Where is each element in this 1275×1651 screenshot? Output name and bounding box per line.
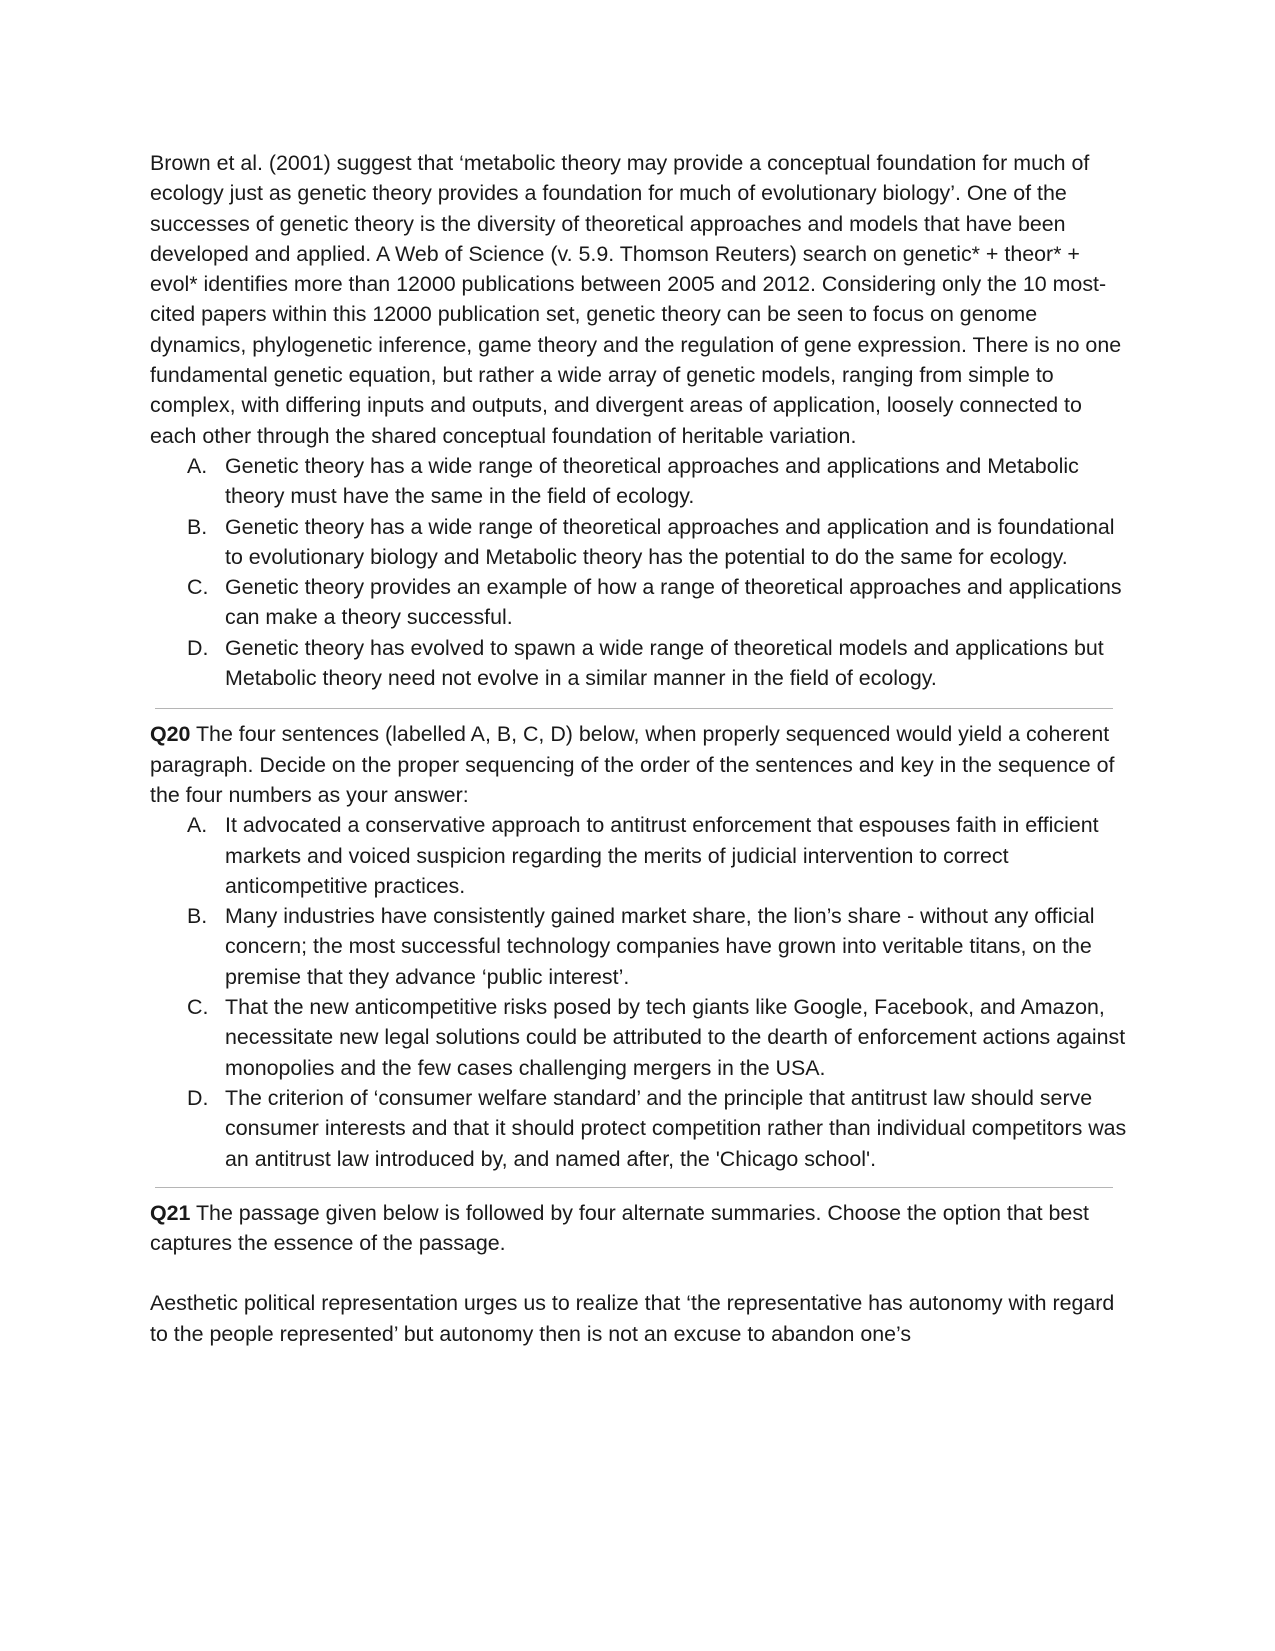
q21-passage: Aesthetic political representation urges us to realize that ‘the representative has autonomy with regard to the people represented’ but autonomy then is not an excuse to abandon one’s [150,1291,1115,1346]
question-prompt: The passage given below is followed by four alternate summaries. Choose the option that best captures the essence of the passage. [150,1200,1089,1256]
section-divider [155,1187,1113,1188]
option-letter: D. [187,1085,209,1110]
sentence-c[interactable] [150,992,1128,1083]
q21-question [150,1198,1128,1259]
section-divider [155,708,1113,709]
document-page [150,148,1128,1349]
sentence-b[interactable] [150,901,1128,992]
option-letter: C. [187,995,209,1020]
option-c[interactable] [150,572,1128,633]
option-letter: D. [187,635,209,660]
q20-options [150,810,1128,1174]
sentence-a[interactable] [150,810,1128,901]
question-number: Q20 [150,722,191,747]
q19-passage: Brown et al. (2001) suggest that ‘metabolic theory may provide a conceptual foundation for much of ecology just as genetic theory provides a foundation for much of evolutionary biology’. One of the successes of genetic theory is the diversity of theoretical approaches and models that have been developed and applied. A Web of Science (v. 5.9. Thomson Reuters) search on genetic* + theor* + evol* identifies more than 12000 publications between 2005 and 2012. Considering only the 10 most-cited papers within this 12000 publication set, genetic theory can be seen to focus on genome dynamics, phylogenetic inference, game theory and the regulation of gene expression. There is no one fundamental genetic equation, but rather a wide array of genetic models, ranging from simple to complex, with differing inputs and outputs, and divergent areas of application, loosely connected to each other through the shared conceptual foundation of heritable variation. [150,151,1122,448]
option-text: Genetic theory has evolved to spawn a wide range of theoretical models and applications but Metabolic theory need not evolve in a similar manner in the field of ecology. [225,635,1104,691]
option-letter: B. [187,904,208,929]
option-letter: A. [187,813,208,838]
question-prompt: The four sentences (labelled A, B, C, D) below, when properly sequenced would yield a coherent paragraph. Decide on the proper sequencing of the order of the sentences and key in the sequence of the four numbers as your answer: [150,722,1115,807]
question-number: Q21 [150,1200,191,1225]
option-text: Many industries have consistently gained market share, the lion’s share - without any official concern; the most successful technology companies have grown into veritable titans, on the premise that they advance ‘public interest’. [225,904,1095,989]
option-a[interactable] [150,451,1128,512]
option-text: Genetic theory has a wide range of theoretical approaches and application and is foundational to evolutionary biology and Metabolic theory has the potential to do the same for ecology. [225,514,1115,569]
option-text: The criterion of ‘consumer welfare standard’ and the principle that antitrust law should serve consumer interests and that it should protect competition rather than individual competitors was an antitrust law introduced by, and named after, the 'Chicago school'. [225,1085,1127,1171]
option-letter: B. [187,514,208,539]
option-letter: C. [187,575,209,600]
q19-options [150,451,1128,693]
option-text: That the new anticompetitive risks posed by tech giants like Google, Facebook, and Amazon, necessitate new legal solutions could be attributed to the dearth of enforcement actions against monopolies and the few cases challenging mergers in the USA. [225,995,1126,1080]
option-text: It advocated a conservative approach to antitrust enforcement that espouses faith in efficient markets and voiced suspicion regarding the merits of judicial intervention to correct anticompetitive practices. [225,813,1099,898]
option-letter: A. [187,453,208,478]
option-text: Genetic theory has a wide range of theoretical approaches and applications and Metabolic theory must have the same in the field of ecology. [225,453,1079,509]
option-d[interactable] [150,633,1128,694]
sentence-d[interactable] [150,1083,1128,1174]
paragraph-gap [150,1258,1128,1288]
option-text: Genetic theory provides an example of how a range of theoretical approaches and applications can make a theory successful. [225,575,1122,630]
q20-question [150,719,1128,810]
option-b[interactable] [150,512,1128,573]
